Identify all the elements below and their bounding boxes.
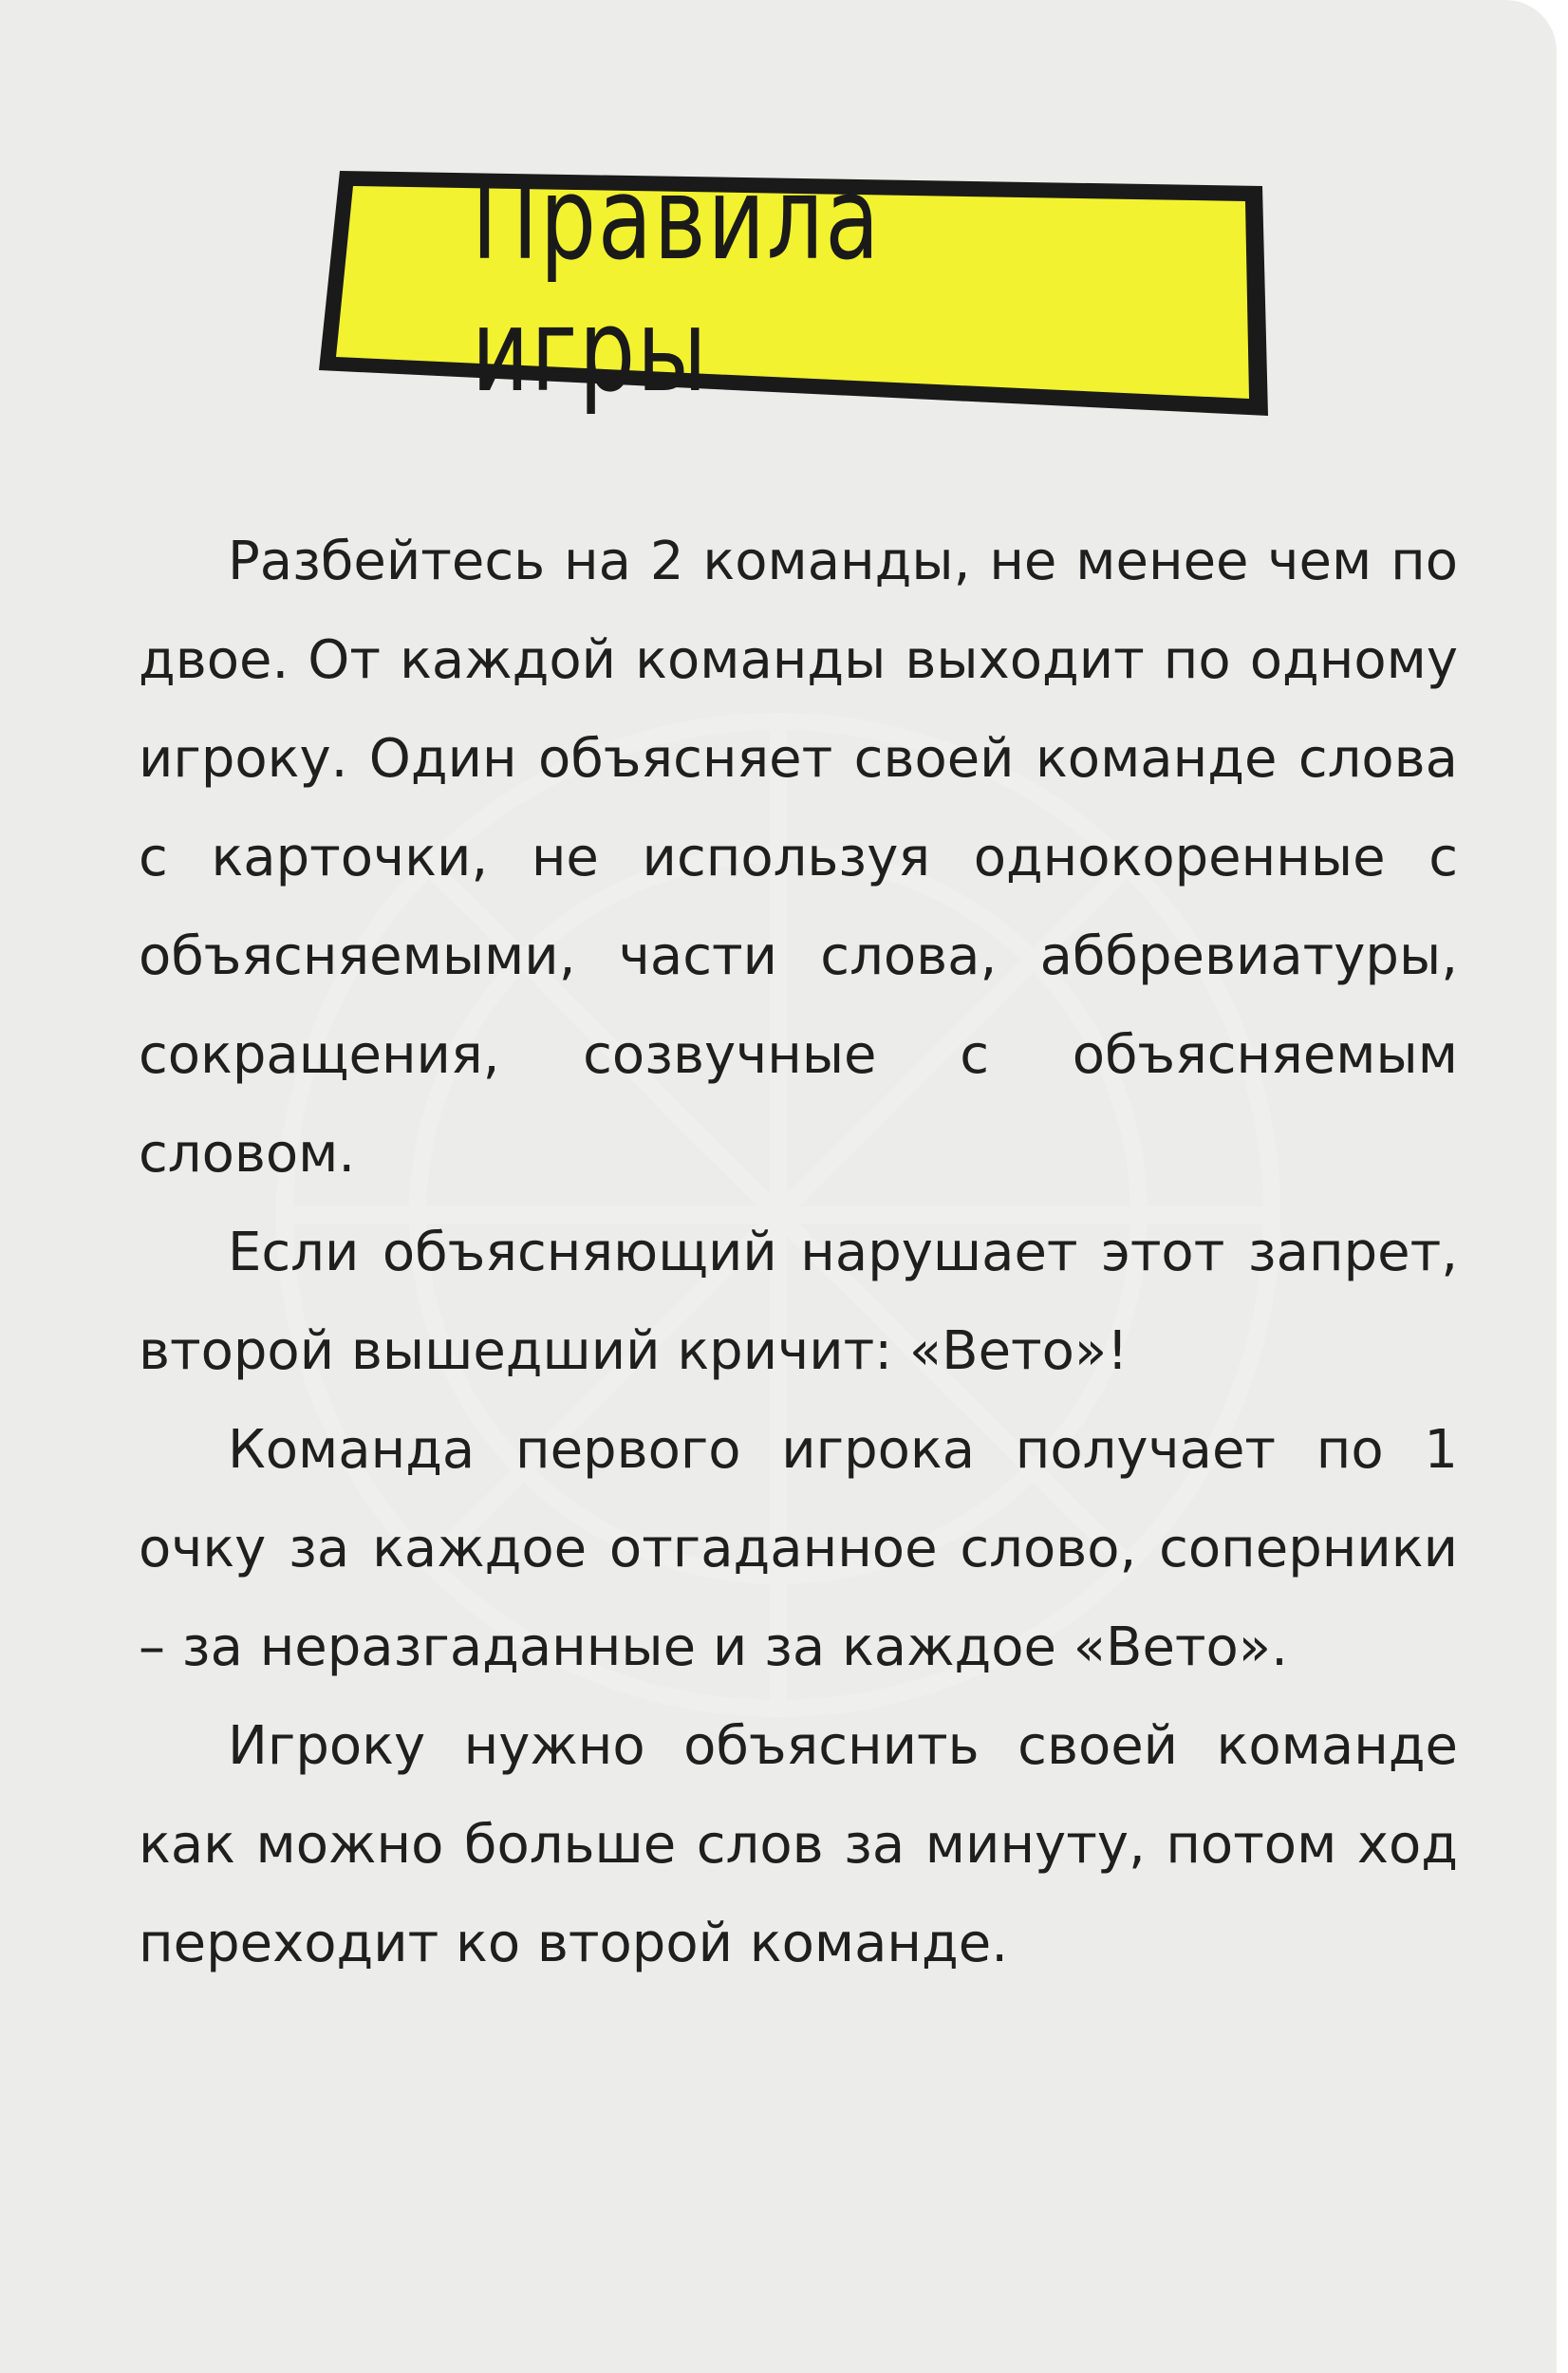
rules-paragraph-veto: Если объясняющий нарушает этот запрет, второй вышедший кричит: «Вето»! — [139, 1222, 1458, 1382]
rules-paragraph-scoring: Команда первого игрока получает по 1 очку за каждое отгаданное слово, соперники – за неразгаданные и за каждое «Вето». — [139, 1419, 1458, 1678]
title-banner — [313, 154, 1281, 433]
rules-paragraph-teams: Разбейтесь на 2 команды, не менее чем по двое. От каждой команды выходит по одному игроку. Один объясняет своей команде слова с карточки, не используя однокоренные с объясняемыми, части слова, аббревиатуры, сокращения, созвучные с объясняемым словом. — [139, 531, 1458, 1185]
page-title: Правила игры — [471, 154, 882, 418]
rules-paragraph-turn: Игроку нужно объяснить своей команде как можно больше слов за минуту, потом ход переходит ко второй команде. — [139, 1715, 1458, 1974]
rules-text — [139, 513, 1458, 1993]
